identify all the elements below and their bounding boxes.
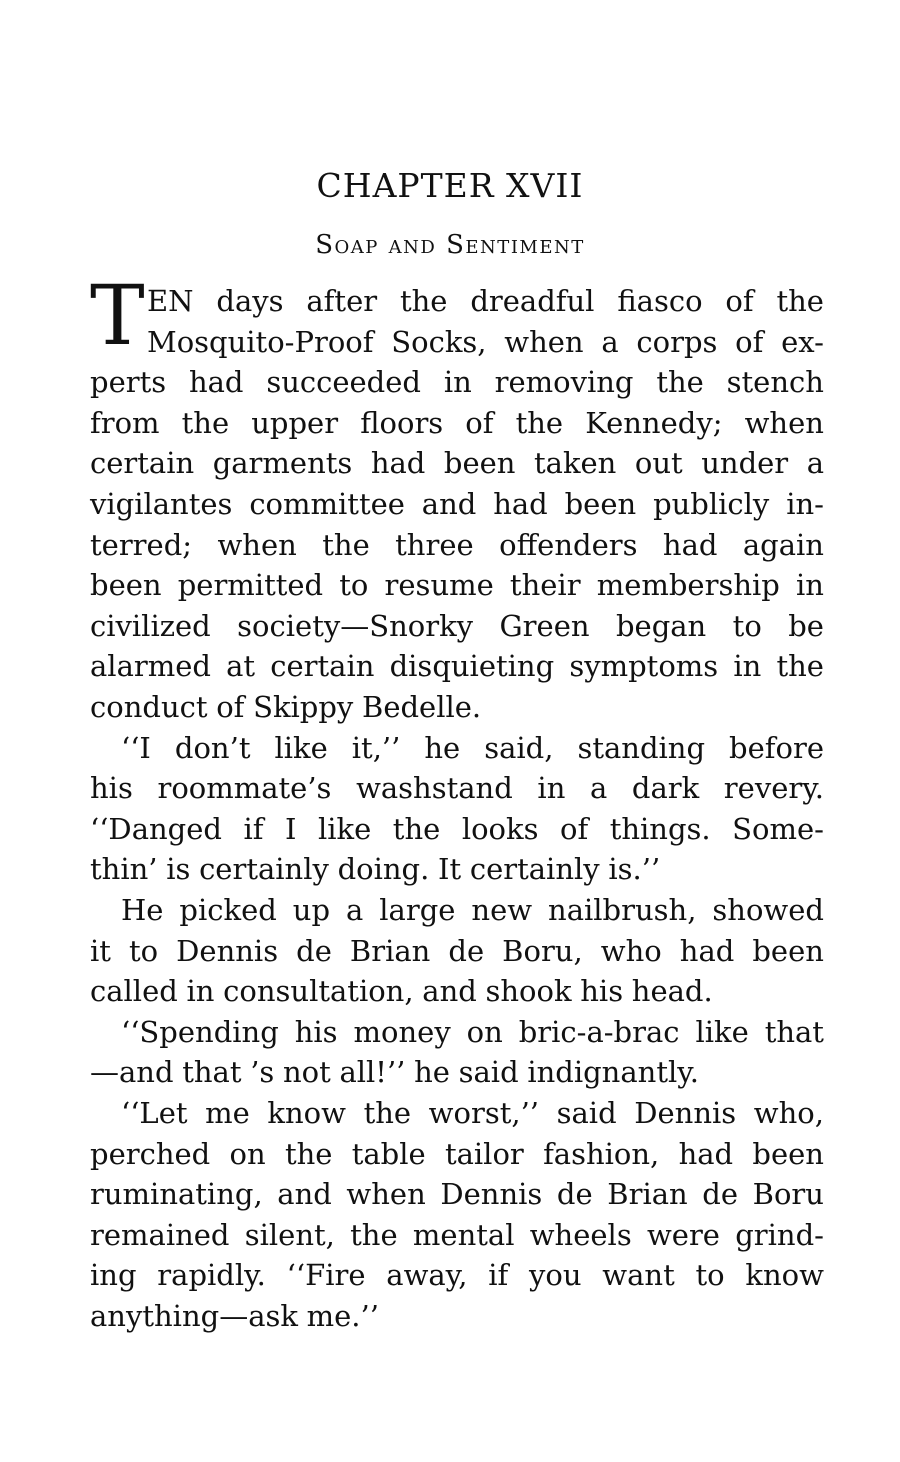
text-line: it to Dennis de Brian de Boru, who had been <box>90 933 824 968</box>
text-line: thin’ is certainly doing. It certainly is.’’ <box>90 852 661 887</box>
text-line: ruminating, and when Dennis de Brian de Boru <box>90 1177 824 1212</box>
text-line: perts had succeeded in removing the stench <box>90 365 824 400</box>
text-line: conduct of Skippy Bedelle. <box>90 690 482 724</box>
text-line: from the upper floors of the Kennedy; when <box>90 405 824 440</box>
text-line: ‘‘Let me know the worst,’’ said Dennis who, <box>121 1096 824 1130</box>
text-line: civilized society—Snorky Green began to be <box>90 608 824 643</box>
text-line: ‘‘Danged if I like the looks of things. Some- <box>90 811 824 846</box>
text-line: remained silent, the mental wheels were grind- <box>90 1217 824 1252</box>
drop-cap: T <box>90 269 145 364</box>
text-line: alarmed at certain disquieting symptoms in the <box>90 649 824 684</box>
chapter-subtitle: Soap and Sentiment <box>315 230 585 260</box>
text-line: —and that ’s not all!’’ he said indignantly. <box>90 1055 700 1090</box>
text-line: certain garments had been taken out under a <box>90 446 824 481</box>
text-line: ‘‘Spending his money on bric-a-brac like that <box>121 1014 824 1049</box>
text-line: perched on the table tailor fashion, had been <box>90 1136 824 1171</box>
text-line: Mosquito-Proof Socks, when a corps of ex- <box>147 324 824 359</box>
text-line: EN days after the dreadful fiasco of the <box>147 284 824 318</box>
text-line: He picked up a large new nailbrush, showed <box>121 893 824 927</box>
text-line: his roommate’s washstand in a dark revery. <box>90 771 824 806</box>
text-line: anything—ask me.’’ <box>90 1299 379 1333</box>
text-line: vigilantes committee and had been publicly in- <box>90 487 824 521</box>
text-line: called in consultation, and shook his head. <box>90 974 713 1009</box>
text-line: ‘‘I don’t like it,’’ he said, standing before <box>121 730 824 765</box>
text-line: been permitted to resume their membership in <box>90 568 824 603</box>
chapter-title: CHAPTER XVII <box>316 166 584 205</box>
text-line: ing rapidly. ‘‘Fire away, if you want to know <box>90 1258 824 1293</box>
text-line: terred; when the three offenders had again <box>90 527 824 562</box>
